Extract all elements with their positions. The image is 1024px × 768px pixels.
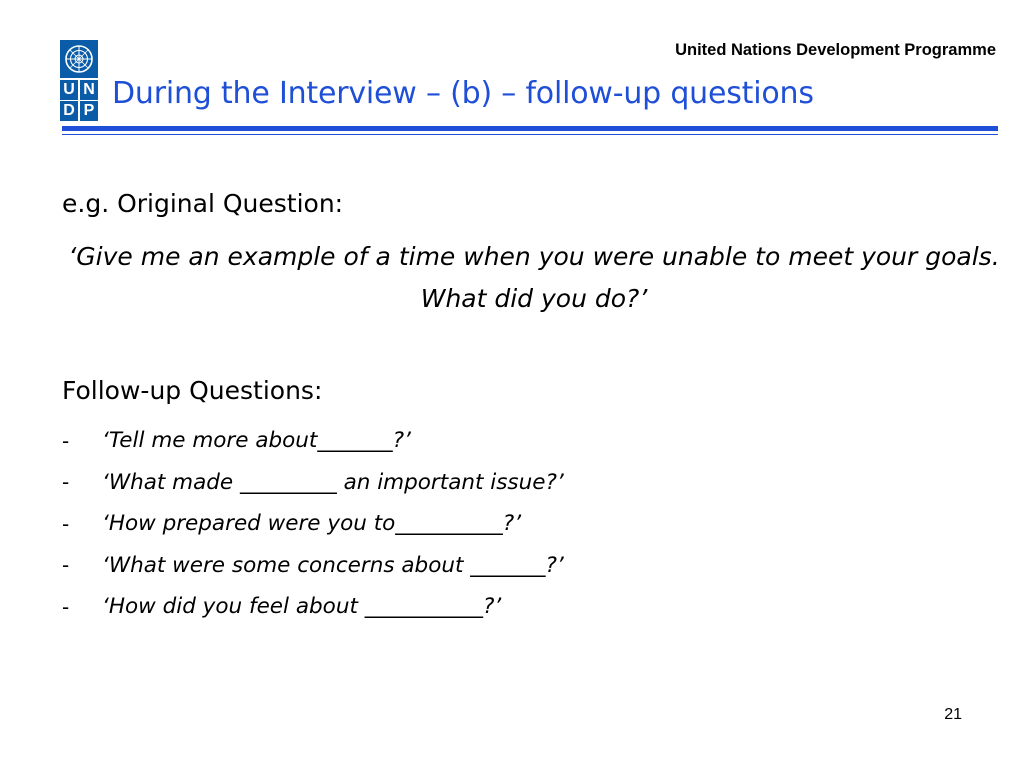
followup-question: ‘What were some concerns about _______?’: [102, 552, 564, 578]
list-item: [62, 503, 564, 545]
followup-question: ‘Tell me more about_______?’: [102, 428, 411, 454]
list-item: [62, 586, 564, 628]
title-rule-thick: [62, 126, 998, 131]
organization-name: United Nations Development Programme: [675, 41, 996, 59]
original-question-label: e.g. Original Question:: [62, 189, 344, 218]
logo-letter-u: U: [60, 80, 78, 100]
bullet-dash: -: [62, 553, 70, 578]
followup-question: ‘How prepared were you to__________?’: [102, 511, 522, 537]
bullet-dash: -: [62, 428, 70, 453]
followup-list: [62, 420, 564, 628]
logo-letter-d: D: [60, 101, 78, 121]
page-number: 21: [944, 706, 962, 723]
list-item: [62, 545, 564, 587]
followup-label: Follow-up Questions:: [62, 376, 323, 405]
logo-letter-n: N: [80, 80, 98, 100]
undp-logo: [60, 40, 98, 121]
slide-title: During the Interview – (b) – follow-up questions: [112, 76, 814, 111]
bullet-dash: -: [62, 511, 70, 536]
bullet-dash: -: [62, 470, 70, 495]
un-emblem-icon: [60, 40, 98, 78]
followup-question: ‘What made _________ an important issue?’: [102, 469, 564, 495]
list-item: [62, 462, 564, 504]
list-item: [62, 420, 564, 462]
original-question-quote: ‘Give me an example of a time when you were unable to meet your goals. What did you do?’: [68, 242, 1000, 313]
logo-letter-p: P: [80, 101, 98, 121]
title-rule-thin: [62, 134, 998, 135]
bullet-dash: -: [62, 594, 70, 619]
followup-question: ‘How did you feel about ___________?’: [102, 594, 502, 620]
